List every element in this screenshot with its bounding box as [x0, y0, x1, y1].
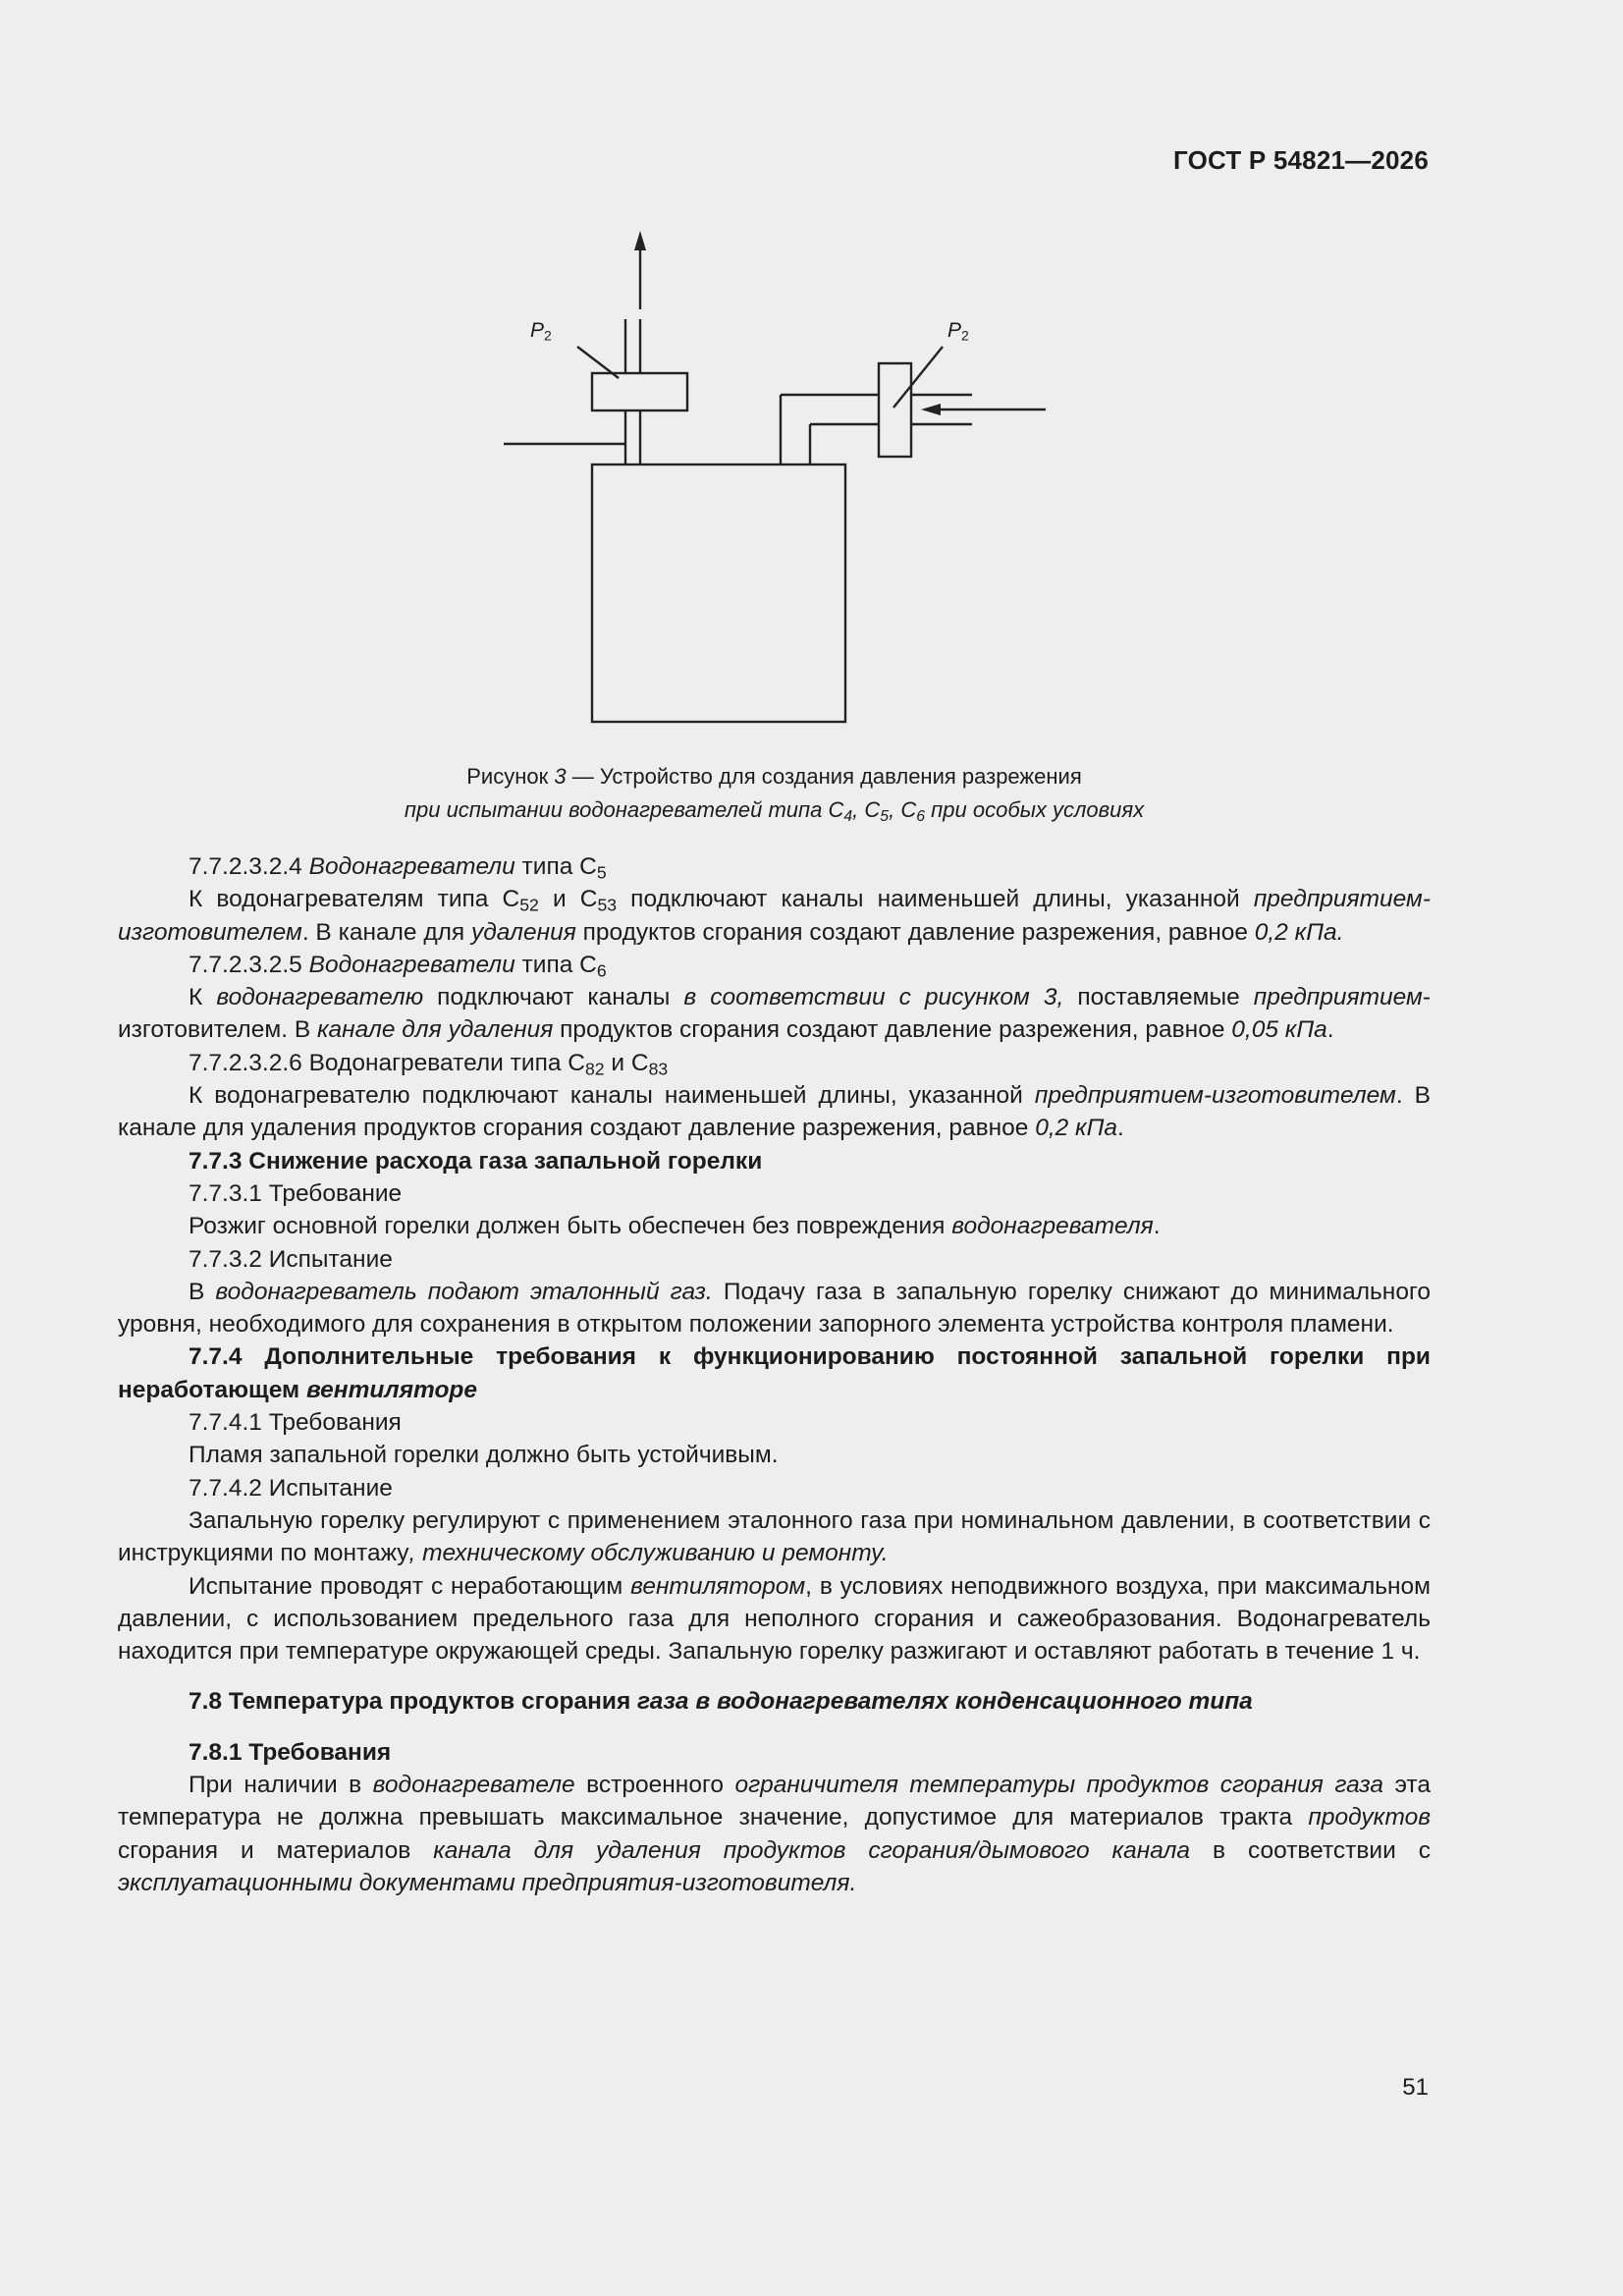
intake-arrowhead — [921, 404, 941, 415]
document-id: ГОСТ Р 54821—2026 — [1173, 145, 1429, 175]
heading-7-7-4: 7.7.4 Дополнительные требования к функционированию постоянной запальной горелки при неработающем вентиляторе — [118, 1343, 1431, 1403]
pressure-label-right: $P_2$ — [947, 319, 969, 344]
paragraph: К водонагревателю подключают каналы наименьшей длины, указанной предприятием-изготовителем. В канале для удаления продуктов сгорания создают давление разрежения, равное 0,2 кПа. — [118, 1082, 1431, 1142]
paragraph: К водонагревателю подключают каналы в соответствии с рисунком 3, поставляемые предприятием-изготовителем. В канале для удаления продуктов сгорания создают давление разрежения, равное 0,05 кПа. — [118, 984, 1431, 1044]
pressure-label-left: $P_2$ — [530, 319, 552, 344]
clause-7-7-3-1: 7.7.3.1 Требование — [189, 1179, 403, 1207]
page-number: 51 — [1402, 2074, 1429, 2101]
pressure-sensor-right — [879, 363, 911, 457]
leader-right — [893, 347, 943, 408]
figure-caption — [118, 760, 1431, 827]
paragraph: При наличии в водонагревателе встроенного ограничителя температуры продуктов сгорания газа эта температура не должна превышать максимальное значение, допустимое для материалов тракта продуктов сгорания и материалов канала для удаления продуктов сгорания/дымового канала в соответствии с эксплуатационными документами предприятия-изготовителя. — [118, 1772, 1431, 1896]
paragraph: Пламя запальной горелки должно быть устойчивым. — [189, 1442, 779, 1469]
clause-7-7-2-3-2-4: 7.7.2.3.2.4 Водонагреватели типа $С_5$ — [189, 853, 607, 883]
paragraph: К водонагревателям типа $С_{52}$ и $С_{53}$ подключают каналы наименьшей длины, указанной предприятием-изготовителем. В канале для удаления продуктов сгорания создают давление разрежения, равное 0,2 кПа. — [118, 886, 1431, 946]
clause-7-7-4-2: 7.7.4.2 Испытание — [189, 1474, 393, 1502]
pressure-sensor-left — [592, 373, 687, 410]
caption-line-1: Рисунок 3 — Устройство для создания давления разрежения — [466, 764, 1082, 789]
clause-7-7-4-1: 7.7.4.1 Требования — [189, 1409, 402, 1437]
heading-7-8-1: 7.8.1 Требования — [189, 1738, 392, 1766]
caption-line-2: при испытании водонагревателей типа $C_4$, $C_5$, $C_6$ при особых условиях — [404, 797, 1145, 825]
tank-box — [592, 465, 845, 722]
heading-7-7-3: 7.7.3 Снижение расхода газа запальной горелки — [189, 1147, 763, 1175]
body-text — [118, 850, 1431, 1899]
paragraph: Запальную горелку регулируют с применением эталонного газа при номинальном давлении, в соответствии с инструкциями по монтажу, техническому обслуживанию и ремонту. — [118, 1506, 1431, 1567]
paragraph: Испытание проводят с неработающим вентилятором, в условиях неподвижного воздуха, при максимальном давлении, с использованием предельного газа для неполного сгорания и сажеобразования. Водонагреватель находится при температуре окружающей среды. Запальную горелку разжигают и оставляют работать в течение 1 ч. — [118, 1572, 1432, 1666]
paragraph: Розжиг основной горелки должен быть обеспечен без повреждения водонагревателя. — [189, 1213, 1161, 1240]
heading-7-8: 7.8 Температура продуктов сгорания газа в водонагревателях конденсационного типа — [189, 1688, 1253, 1716]
clause-7-7-2-3-2-6: 7.7.2.3.2.6 Водонагреватели типа $С_{82}$ и $С_{83}$ — [189, 1049, 669, 1079]
paragraph: В водонагреватель подают эталонный газ. Подачу газа в запальную горелку снижают до минимального уровня, необходимого для сохранения в открытом положении запорного элемента устройства контроля пламени. — [118, 1278, 1431, 1339]
clause-7-7-2-3-2-5: 7.7.2.3.2.5 Водонагреватели типа $С_6$ — [189, 951, 607, 981]
figure-3-diagram — [491, 221, 1080, 751]
exhaust-arrowhead — [634, 231, 646, 250]
figure-drawing — [491, 221, 1080, 751]
clause-7-7-3-2: 7.7.3.2 Испытание — [189, 1245, 393, 1273]
